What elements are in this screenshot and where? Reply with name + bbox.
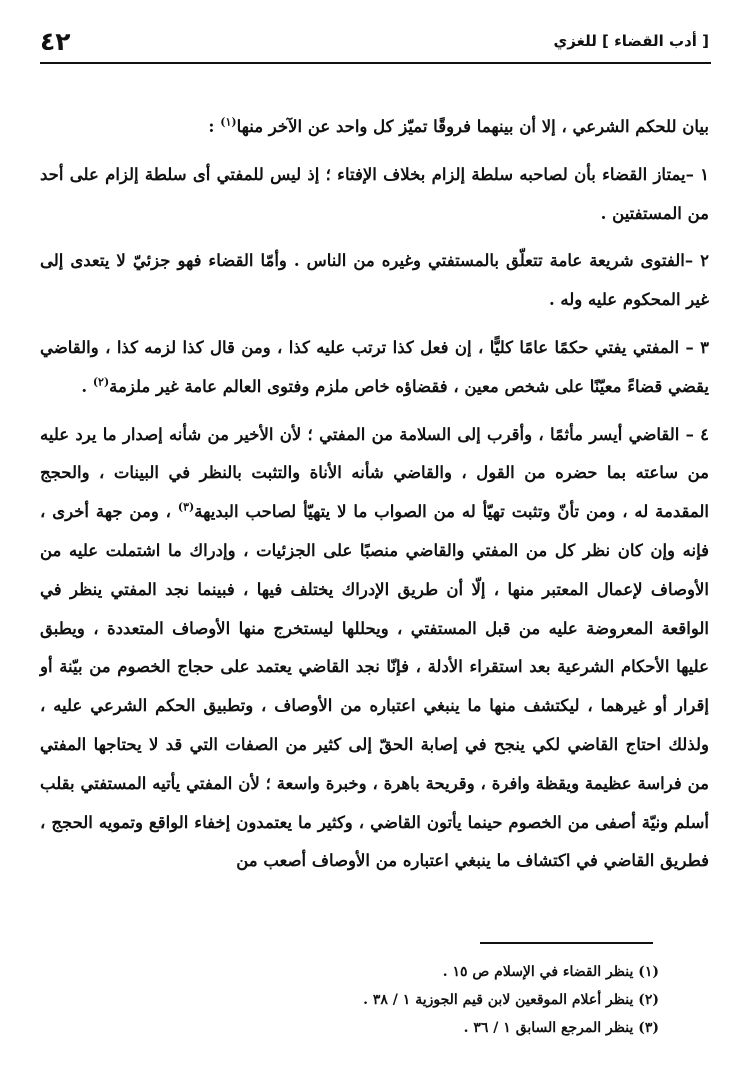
point-4 [40,416,709,882]
point-2: ٢ –الفتوى شريعة عامة تتعلّق بالمستفتي وغيره من الناس . وأمّا القضاء فهو جزئيّ لا يتعدى إلى غير المحكوم عليه وله . [40,251,709,310]
footnote-1: (١) ينظر القضاء في الإسلام ص ١٥ . [442,964,659,980]
point-1: ١ –يمتاز القضاء بأن لصاحبه سلطة إلزام بخلاف الإفتاء ؛ إذ ليس للمفتي أى سلطة إلزام على أحد من المستفتين . [40,164,709,223]
footnote-ref-1: (١) [220,115,237,129]
footnotes [40,958,659,1042]
point-4-text-a: ٤ – القاضي أيسر مأثمًا ، وأقرب إلى السلامة من المفتي ؛ لأن الأخير من شأنه إصدار ما يرد عليه من ساعته بما حضره من القول ، والقاضي شأنه الأناة والتثبت بالنظر في البينات ، والحجج المقدمة له ، ومن تأنّ وتثبت تهيّأ له من الصواب ما لا يتهيّأ لصاحب البديهة [40,424,710,522]
point-4-text-b: ، ومن جهة أخرى ، فإنه وإن كان نظر كل من المفتي والقاضي منصبًا على الجزئيات ، وإدراك ما اشتملت عليه من الأوصاف لإعمال المعتبر منها ، إلّا أن طريق الإدراك يختلف فيها ، فبينما نجد المفتي ينظر في الواقعة المعروضة عليه من قبل المستفتي ، ويحللها ليستخرج منها الأوصاف المتعددة ، ويطبق عليها الأحكام الشرعية بعد استقراء الأدلة ، فإنّا نجد القاضي يعتمد على حجاج الخصوم من بيّنة أو إقرار أو غيرهما ، ليكتشف منها ما ينبغي اعتباره من الأوصاف ، وتطبيق الحكم الشرعي عليه ، ولذلك احتاج القاضي لكي ينجح في إصابة الحقّ إلى كثير من الصفات التي قد لا يحتاجها المفتي من فراسة عظيمة ويقظة وافرة ، وقريحة باهرة ، وخبرة واسعة ؛ لأن المفتي يأتيه المستفتي بقلب أسلم ونيّة أصفى من الخصوم حينما يأتون القاضي ، وكثير ما يعتمدون إخفاء الواقع وتمويه الحجج ، فطريق القاضي في اكتشاف ما ينبغي اعتباره من الأوصاف أصعب من [40,502,709,871]
page-number: ٤٢ [40,26,71,56]
page-header [40,24,709,58]
footnote-2: (٢) ينظر أعلام الموقعين لابن قيم الجوزية ١ / ٣٨ . [363,992,659,1008]
header-rule [40,62,711,64]
intro-paragraph [40,108,709,147]
point-3-text: ٣ – المفتي يفتي حكمًا عامًا كليًّا ، إن فعل كذا ترتب عليه كذا ، ومن قال كذا لزمه كذا ، والقاضي يقضي قضاءً معيّنًا على شخص معين ، فقضاؤه خاص ملزم وفتوى العالم عامة غير ملزمة [40,337,709,396]
footnote-3: (٣) ينظر المرجع السابق ١ / ٣٦ . [463,1020,659,1036]
intro-ending: : [208,117,221,136]
running-title: [ أدب القضاء ] للغزي [553,32,709,50]
footnote-ref-2: (٢) [92,375,110,389]
point-3-ending: . [81,376,93,396]
intro-text: بيان للحكم الشرعي ، إلا أن بينهما فروقًا تميّز كل واحد عن الآخر منها [236,117,709,136]
footnote-separator [480,942,653,944]
footnote-ref-3: (٣) [177,500,195,514]
point-3 [40,329,709,407]
main-text [40,108,709,881]
